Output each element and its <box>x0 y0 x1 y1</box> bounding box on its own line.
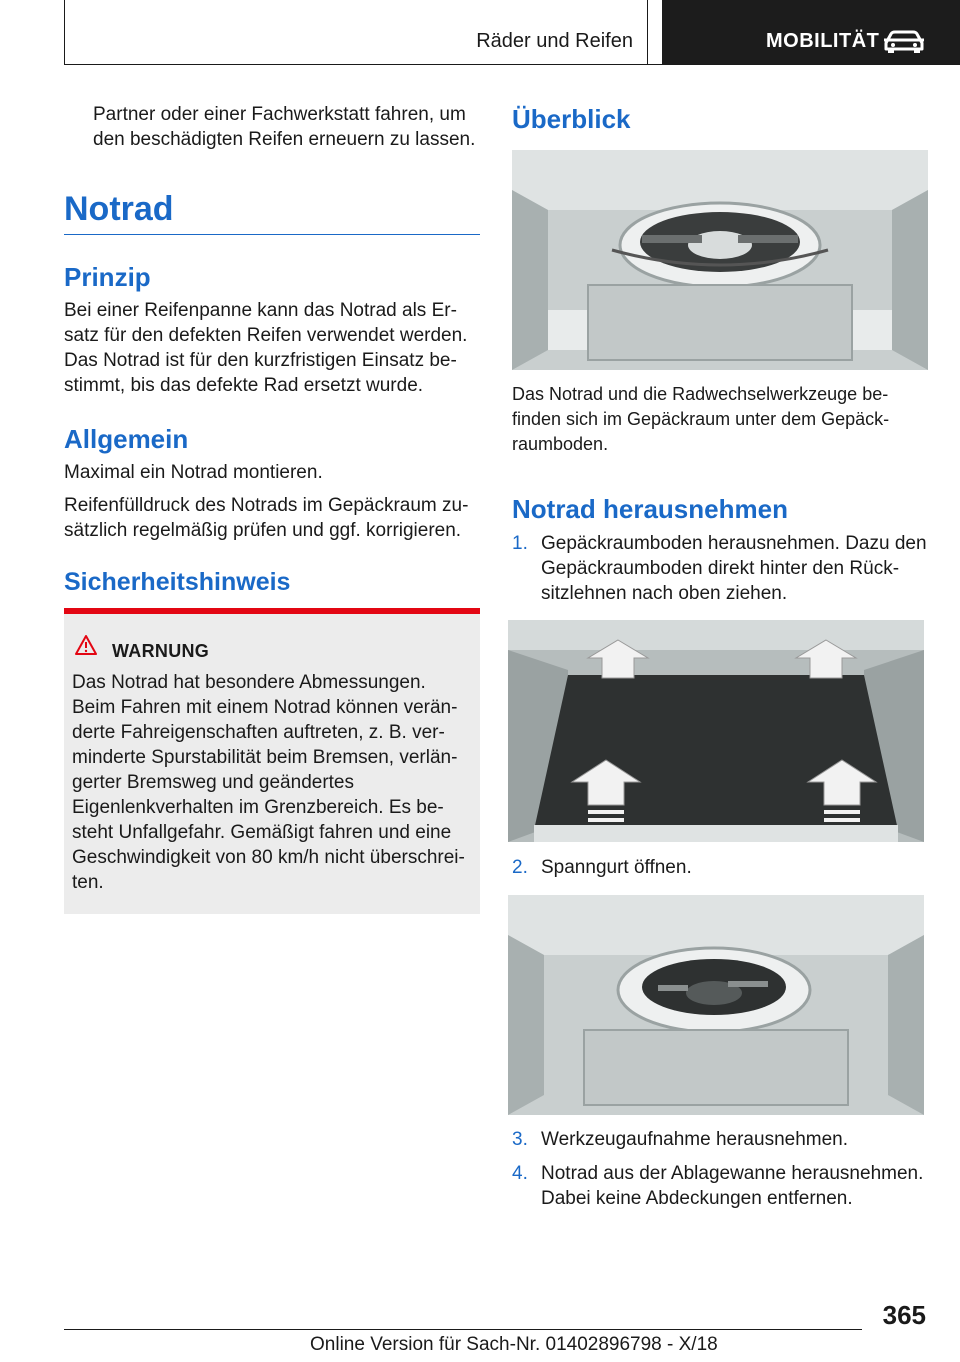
continued-paragraph: Partner oder einer Fachwerkstatt fahren, um den beschädigten Reifen erneuern zu lassen. <box>93 104 476 150</box>
car-icon <box>882 29 926 53</box>
page-number: 365 <box>882 1300 926 1330</box>
heading-remove: Notrad herausnehmen <box>512 494 788 524</box>
step-number: 3. <box>512 1129 528 1150</box>
general-paragraph-1: Maximal ein Notrad montieren. <box>64 462 323 483</box>
trunk-floor-image <box>508 620 924 842</box>
heading-overview: Überblick <box>512 104 631 134</box>
step-number: 2. <box>512 857 528 878</box>
step-text: Spanngurt öffnen. <box>541 857 692 878</box>
footer-online-version: Online Version für Sach-Nr. 01402896798 - X/18 <box>310 1334 718 1355</box>
step-text: Werkzeugaufnahme herausnehmen. <box>541 1129 849 1150</box>
heading-safety: Sicherheitshinweis <box>64 568 291 596</box>
overview-caption: Das Notrad und die Radwechselwerkzeuge be‐finden sich im Gepäckraum unter dem Gepäck‐raumboden. <box>512 384 890 454</box>
step-number: 1. <box>512 533 528 554</box>
header-chapter-title: MOBILITÄT <box>766 30 880 52</box>
title-rule <box>64 234 480 235</box>
warning-text: Das Notrad hat besondere Abmessungen. Beim Fahren mit einem Notrad können verän‐derte Fahreigenschaften auftreten, z. B. ver‐minderte Spurstabilität beim Bremsen, verlän‐gerter Bremsweg und geändertes Eigenlenkverhalten im Grenzbereich. Es be‐steht Unfallgefahr. Gemäßigt fahren und eine Geschwindigkeit von 80 km/h nicht überschrei‐ten. <box>72 672 465 893</box>
principle-paragraph: Bei einer Reifenpanne kann das Notrad als Er‐satz für den defekten Reifen verwendet werden. Das Notrad ist für den kurzfristigen Einsatz be‐stimmt, bis das defekte Rad ersetzt wurde. <box>64 300 468 396</box>
step-number: 4. <box>512 1163 528 1184</box>
header-chapter-tab <box>662 0 960 64</box>
overview-image <box>512 150 928 370</box>
footer-rule <box>64 1329 862 1330</box>
header-section-title: Räder und Reifen <box>476 30 633 52</box>
header-rule <box>64 64 960 65</box>
warning-triangle-icon <box>74 634 98 656</box>
general-paragraph-2: Reifenfülldruck des Notrads im Gepäckraum zu‐sätzlich regelmäßig prüfen und ggf. korrigieren. <box>64 495 469 541</box>
header-section-box <box>64 0 648 64</box>
step-text: Gepäckraumboden herausnehmen. Dazu den Gepäckraumboden direkt hinter den Rück‐sitzlehnen nach oben ziehen. <box>541 533 927 604</box>
warning-label: WARNUNG <box>112 641 210 661</box>
page-title: Notrad <box>64 190 174 228</box>
heading-general: Allgemein <box>64 424 189 454</box>
heading-principle: Prinzip <box>64 262 151 292</box>
step-text: Notrad aus der Ablagewanne herausnehmen. Dabei keine Abdeckungen entfernen. <box>541 1163 924 1209</box>
spare-wheel-well-image <box>508 895 924 1115</box>
